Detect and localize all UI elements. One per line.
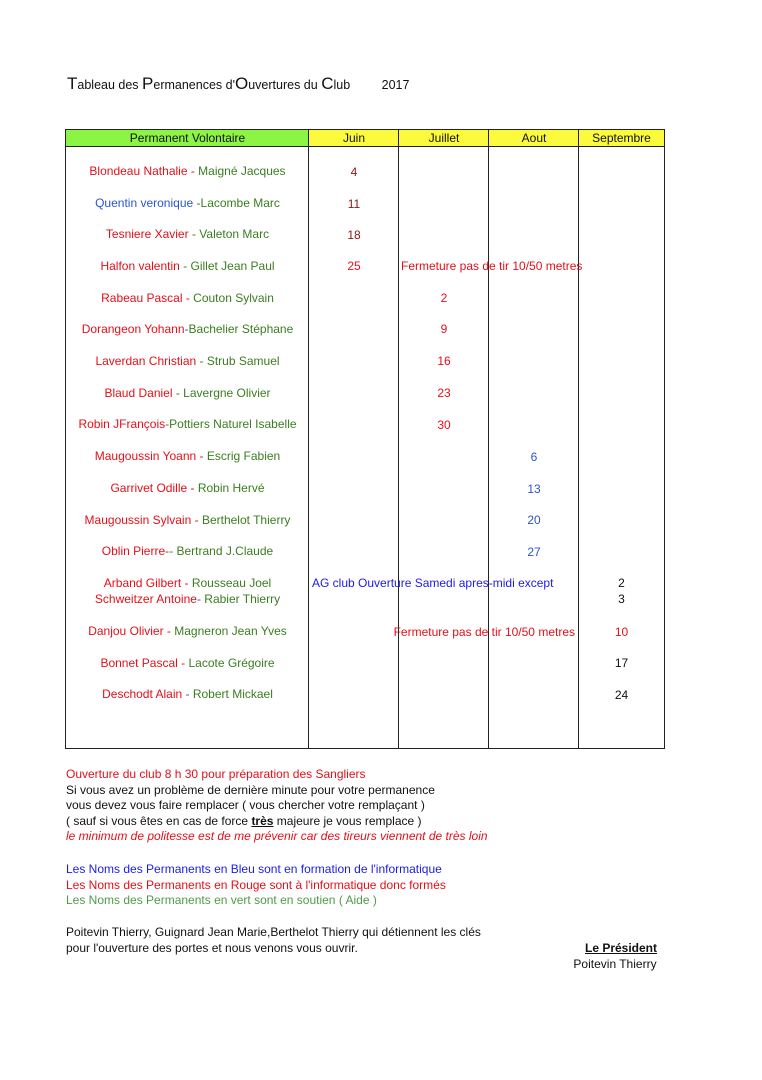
title-cap: P	[142, 74, 154, 93]
date-juin: 11	[347, 197, 361, 211]
president-title: Le Président	[584, 941, 658, 955]
date-juillet: 23	[437, 386, 451, 400]
legend-red: Les Noms des Permanents en Rouge sont à l'informatique donc formés	[66, 877, 446, 892]
title-text: ermanences d'	[153, 78, 235, 92]
table-row-name: Deschodt Alain - Robert Mickael	[102, 687, 273, 701]
date-aout: 20	[527, 513, 541, 527]
table-row-name: Garrivet Odille - Robin Hervé	[110, 481, 265, 495]
date-septembre: 24	[614, 688, 629, 702]
keys-line: Poitevin Thierry, Guignard Jean Marie,Berthelot Thierry qui détiennent les clés	[66, 925, 481, 939]
document-title	[67, 74, 409, 94]
date-juin: 25	[347, 259, 361, 273]
table-row-name: Blondeau Nathalie - Maigné Jacques	[89, 164, 286, 178]
schedule-table	[65, 129, 665, 749]
table-row-name: Tesniere Xavier - Valeton Marc	[105, 227, 270, 241]
date-juillet: 16	[437, 354, 451, 368]
title-text: lub	[333, 78, 351, 92]
title-cap: T	[67, 74, 78, 93]
table-row-name: Maugoussin Sylvain - Berthelot Thierry	[84, 513, 291, 527]
note-line: Si vous avez un problème de dernière minute pour votre permanence	[66, 782, 435, 797]
table-row-name: Dorangeon Yohann-Bachelier Stéphane	[81, 322, 294, 336]
closure-note: Fermeture pas de tir 10/50 metres	[393, 625, 575, 639]
keys-line: pour l'ouverture des portes et nous venons vous ouvrir.	[66, 940, 358, 955]
color-legend	[66, 862, 446, 909]
closure-note: Fermeture pas de tir 10/50 metres	[401, 259, 583, 273]
title-text: ableau des	[77, 78, 143, 92]
legend-green: Les Noms des Permanents en vert sont en soutien ( Aide )	[66, 893, 377, 907]
date-juillet: 2	[440, 291, 448, 305]
table-row-name: Maugoussin Yoann - Escrig Fabien	[94, 449, 281, 463]
note-line: ( sauf si vous êtes en cas de force très majeure je vous remplace )	[66, 813, 422, 828]
president-name: Poitevin Thierry	[573, 956, 657, 971]
date-juin: 4	[350, 165, 358, 179]
table-row-name: Schweitzer Antoine- Rabier Thierry	[94, 592, 281, 606]
title-year: 2017	[381, 78, 410, 92]
date-septembre: 17	[614, 656, 629, 670]
date-septembre: 10	[614, 625, 629, 639]
table-row-name: Danjou Olivier - Magneron Jean Yves	[88, 624, 287, 638]
table-row-name: Blaud Daniel - Lavergne Olivier	[104, 386, 271, 400]
ag-note: AG club Ouverture Samedi apres-midi except	[312, 576, 554, 590]
notes-block	[66, 767, 488, 845]
president-signature	[560, 941, 670, 972]
date-septembre: 3	[618, 592, 625, 606]
column-divider	[488, 130, 489, 748]
date-juillet: 9	[440, 322, 448, 336]
note-line: vous devez vous faire remplacer ( vous chercher votre remplaçant )	[66, 798, 425, 812]
table-row-name: Rabeau Pascal - Couton Sylvain	[101, 291, 274, 305]
date-aout: 13	[527, 482, 541, 496]
table-row-name: Oblin Pierre-- Bertrand J.Claude	[101, 544, 274, 558]
header-septembre: Septembre	[579, 130, 664, 147]
title-text: uvertures du	[248, 78, 322, 92]
table-row-name: Laverdan Christian - Strub Samuel	[95, 354, 280, 368]
date-aout: 6	[530, 450, 538, 464]
title-cap: O	[234, 74, 249, 93]
table-row-name: Quentin veronique -Lacombe Marc	[95, 196, 280, 210]
title-cap: C	[321, 74, 334, 93]
keys-note	[66, 925, 481, 956]
table-row-name: Robin JFrançois-Pottiers Naturel Isabelle	[78, 417, 297, 431]
header-aout: Aout	[489, 130, 579, 147]
table-row-name: Halfon valentin - Gillet Jean Paul	[100, 259, 275, 273]
emphasis-tres: très	[251, 813, 274, 828]
table-row-name: Bonnet Pascal - Lacote Grégoire	[100, 656, 275, 670]
politeness-note: le minimum de politesse est de me prévenir car des tireurs viennent de très loin	[66, 829, 488, 843]
date-aout: 27	[527, 545, 541, 559]
header-juin: Juin	[309, 130, 399, 147]
date-juillet: 30	[437, 418, 451, 432]
opening-note: Ouverture du club 8 h 30 pour préparation des Sangliers	[66, 767, 366, 781]
table-row-name: Arband Gilbert - Rousseau Joel	[103, 576, 272, 590]
header-juillet: Juillet	[399, 130, 489, 147]
date-septembre: 2	[618, 576, 625, 590]
legend-blue: Les Noms des Permanents en Bleu sont en formation de l'informatique	[66, 862, 442, 876]
column-divider	[398, 130, 399, 748]
header-permanent: Permanent Volontaire	[66, 130, 309, 147]
date-juin: 18	[347, 228, 361, 242]
